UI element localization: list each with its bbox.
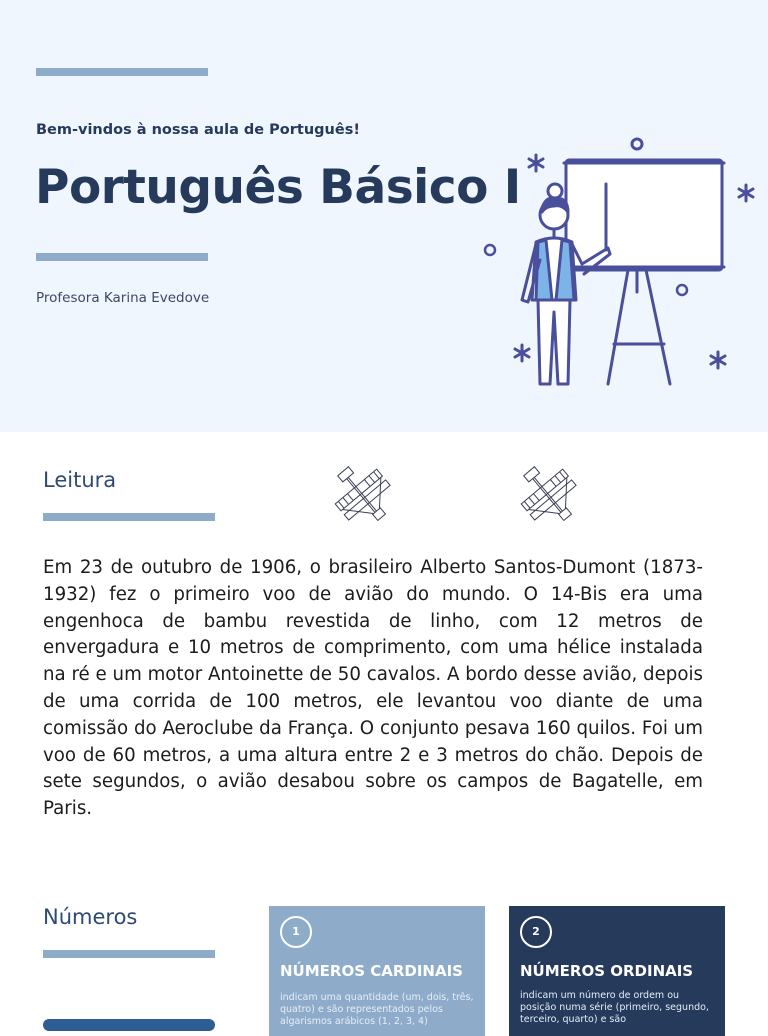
numeros-pill xyxy=(43,1019,215,1031)
title-divider xyxy=(36,253,208,261)
card-description: indicam um número de ordem ou posição numa série (primeiro, segundo, terceiro, quarto) e são xyxy=(520,990,709,1025)
sparkle-icon xyxy=(708,350,728,370)
airplane-icon xyxy=(332,460,394,530)
leitura-paragraph: Em 23 de outubro de 1906, o brasileiro Alberto Santos-Dumont (1873-1932) fez o primeiro voo de avião do mundo. O 14-Bis era uma engenhoca de bambu revestida de linho, com 12 metros de envergadura e 10 metros de comprimento, com uma hélice instalada na ré e um motor Antoinette de 50 cavalos. A bordo desse avião, depois de uma corrida de 100 metros, ele levantou voo diante de uma comissão do Aeroclube da França. O conjunto pesava 160 quilos. Foi um voo de 60 metros, a uma altura entre 2 e 3 metros do chão. Depois de sete segundos, o avião desabou sobre os campos de Bagatelle, em Paris. xyxy=(43,557,703,820)
circle-icon xyxy=(674,282,690,298)
airplane-icon xyxy=(518,460,580,530)
card-number-badge: 2 xyxy=(520,916,552,948)
sparkle-icon xyxy=(736,183,756,203)
card-title: NÚMEROS CARDINAIS xyxy=(280,962,463,980)
page-title: Português Básico I xyxy=(35,160,521,215)
circle-icon xyxy=(482,242,498,258)
sparkle-icon xyxy=(512,343,532,363)
welcome-subtitle: Bem-vindos à nossa aula de Português! xyxy=(36,122,360,138)
leitura-heading: Leitura xyxy=(43,468,117,492)
card-title: NÚMEROS ORDINAIS xyxy=(520,962,694,980)
hero-section xyxy=(0,0,768,432)
card-cardinais xyxy=(269,906,485,1036)
card-ordinais xyxy=(509,906,725,1036)
numeros-heading: Números xyxy=(43,905,138,929)
card-number-badge: 1 xyxy=(280,916,312,948)
top-divider xyxy=(36,68,208,76)
sparkle-icon xyxy=(526,153,546,173)
author-name: Profesora Karina Evedove xyxy=(36,290,210,306)
numeros-divider xyxy=(43,950,215,958)
leitura-divider xyxy=(43,513,215,521)
card-description: indicam uma quantidade (um, dois, três, quatro) e são representados pelos algarismos arábicos (1, 2, 3, 4) xyxy=(280,992,474,1027)
